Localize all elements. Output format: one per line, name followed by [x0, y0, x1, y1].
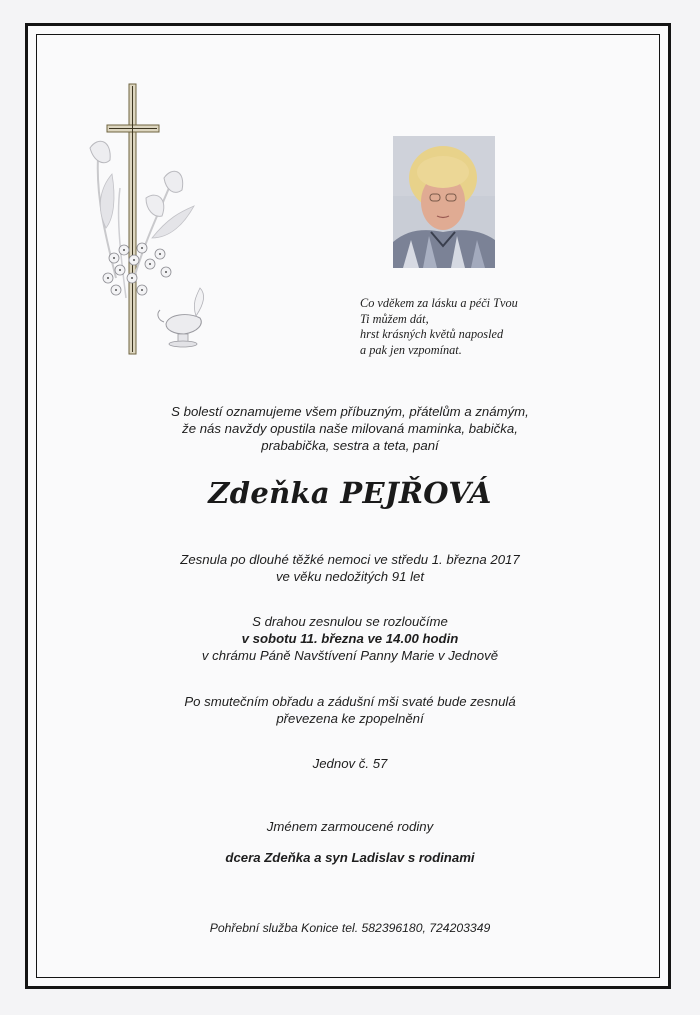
address-line: Jednov č. 57: [312, 756, 388, 771]
cross-with-lilies-and-oil-lamp-icon: [76, 78, 226, 368]
ceremony-info: [0, 693, 700, 727]
verse-line: Ti můžem dát,: [360, 311, 429, 326]
farewell-datetime: v sobotu 11. března ve 14.00 hodin: [241, 631, 459, 646]
deceased-name: Zdeňka PEJŘOVÁ: [208, 476, 492, 510]
family-names: [0, 849, 700, 866]
farewell-place: v chrámu Páně Navštívení Panny Marie v Jednově: [201, 648, 499, 663]
family-label-line: Jménem zarmoucené rodiny: [266, 819, 434, 834]
announcement-line: že nás navždy opustila naše milovaná maminka, babička,: [182, 421, 518, 436]
announcement-line: S bolestí oznamujeme všem příbuzným, přátelům a známým,: [171, 404, 529, 419]
verse-line: a pak jen vzpomínat.: [360, 342, 462, 357]
portrait-photo: [393, 136, 495, 268]
memorial-verse: [360, 296, 620, 358]
family-names-line: dcera Zdeňka a syn Ladislav s rodinami: [225, 850, 475, 865]
farewell-intro: S drahou zesnulou se rozloučíme: [252, 614, 448, 629]
verse-line: hrst krásných květů naposled: [360, 327, 504, 342]
family-label: [0, 818, 700, 835]
funeral-service-line: Pohřební služba Konice tel. 582396180, 724203349: [209, 921, 491, 935]
address: [0, 755, 700, 772]
death-info: [0, 551, 700, 585]
death-info-line: ve věku nedožitých 91 let: [275, 569, 425, 584]
verse-line: Co vděkem za lásku a péči Tvou: [360, 296, 518, 310]
announcement-line: prababička, sestra a teta, paní: [261, 438, 439, 453]
ceremony-line: Po smutečním obřadu a zádušní mši svaté bude zesnulá: [184, 694, 516, 709]
death-info-line: Zesnula po dlouhé těžké nemoci ve středu 1. března 2017: [180, 552, 520, 567]
ceremony-line: převezena ke zpopelnění: [276, 711, 424, 726]
funeral-service-contact: [0, 920, 700, 937]
farewell-info: [0, 613, 700, 664]
announcement-text: [0, 403, 700, 454]
